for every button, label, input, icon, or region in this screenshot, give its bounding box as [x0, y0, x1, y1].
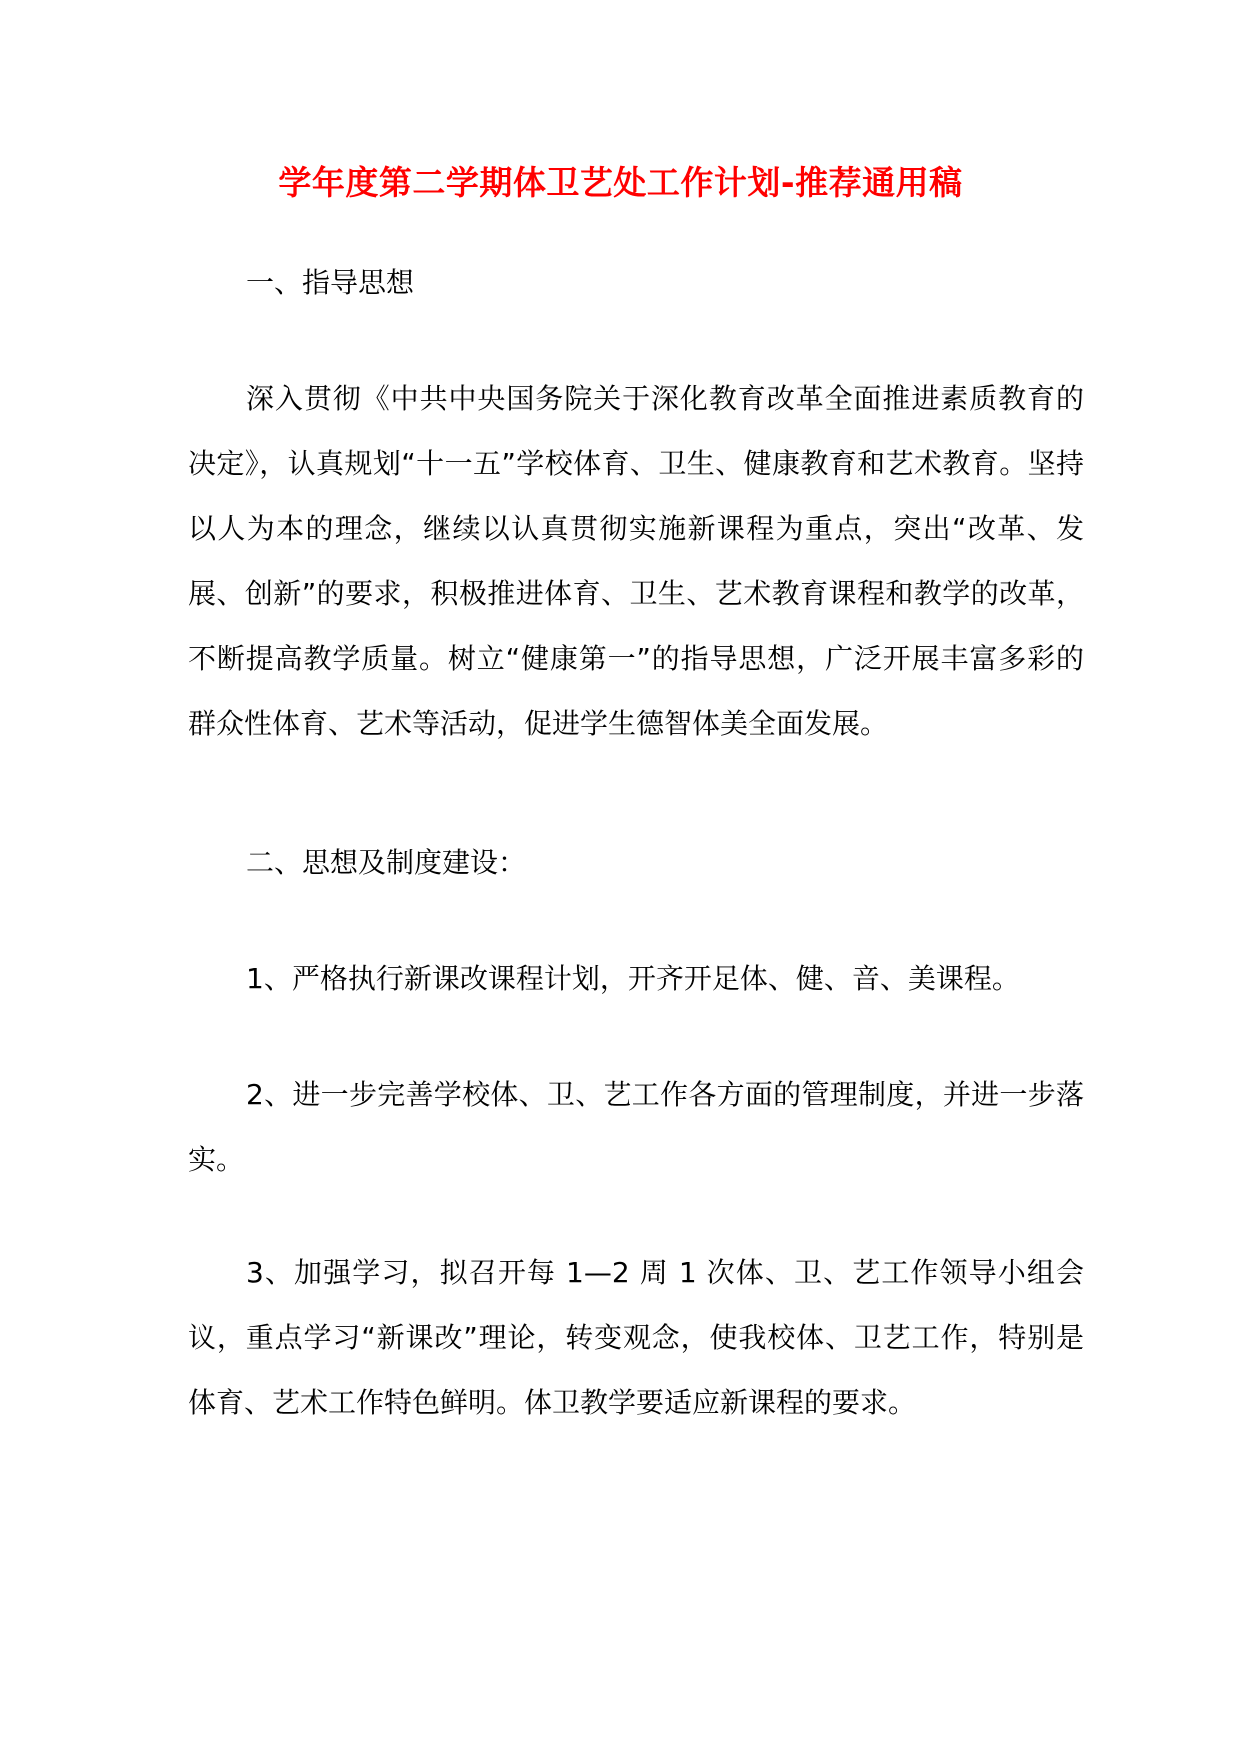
- paragraph-guiding-ideology: 深入贯彻《中共中央国务院关于深化教育改革全面推进素质教育的决定》，认真规划“十一五”学校体育、卫生、健康教育和艺术教育。坚持以人为本的理念，继续以认真贯彻实施新课程为重点，突出“改革、发展、创新”的要求，积极推进体育、卫生、艺术教育课程和教学的改革，不断提高教学质量。树立“健康第一”的指导思想，广泛开展丰富多彩的群众性体育、艺术等活动，促进学生德智体美全面发展。: [188, 382, 1084, 740]
- document-title: 学年度第二学期体卫艺处工作计划-推荐通用稿: [278, 163, 963, 202]
- section-heading-system-building: 二、思想及制度建设：: [246, 846, 527, 879]
- section-heading-guiding-ideology: 一、指导思想: [246, 266, 415, 299]
- paragraph-item-3: 3、加强学习，拟召开每 1—2 周 1 次体、卫、艺工作领导小组会议，重点学习“新课改”理论，转变观念，使我校体、卫艺工作，特别是体育、艺术工作特色鲜明。体卫教学要适应新课程的要求。: [188, 1256, 1084, 1419]
- paragraph-item-2: 2、进一步完善学校体、卫、艺工作各方面的管理制度，并进一步落实。: [188, 1078, 1084, 1176]
- paragraph-item-1: 1、严格执行新课改课程计划，开齐开足体、健、音、美课程。: [246, 962, 1020, 995]
